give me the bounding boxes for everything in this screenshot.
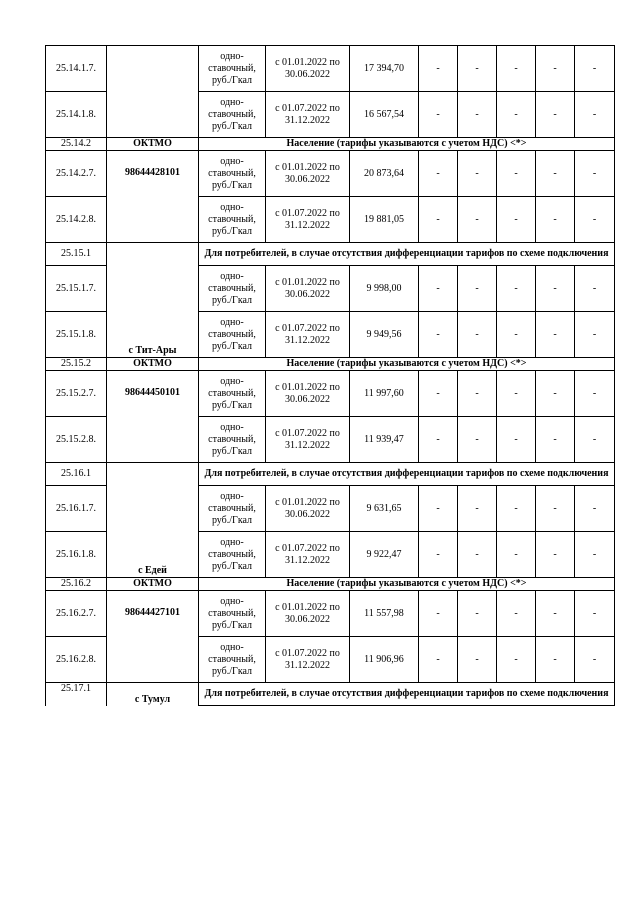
dash-cell: - (458, 371, 497, 417)
dash-cell: - (458, 486, 497, 532)
tariff-value: 11 997,60 (350, 371, 419, 417)
dash-cell: - (497, 151, 536, 197)
dash-cell: - (497, 637, 536, 683)
dash-cell: - (419, 151, 458, 197)
row-number: 25.16.2.7. (46, 591, 107, 637)
dash-cell: - (458, 46, 497, 92)
settlement-name: с Едей (107, 463, 199, 578)
dash-cell: - (536, 371, 575, 417)
row-number: 25.15.1 (46, 243, 107, 266)
dash-cell: - (497, 532, 536, 578)
row-number: 25.14.2.8. (46, 197, 107, 243)
dash-cell: - (497, 417, 536, 463)
dash-cell: - (497, 46, 536, 92)
dash-cell: - (497, 486, 536, 532)
dash-cell: - (536, 417, 575, 463)
rate-type: одно-ставочный, руб./Гкал (199, 486, 266, 532)
settlement-name: с Тит-Ары (107, 243, 199, 358)
row-number: 25.17.1 (46, 683, 107, 706)
row-number: 25.14.2 (46, 138, 107, 151)
dash-cell: - (458, 266, 497, 312)
period: с 01.07.2022 по 31.12.2022 (266, 417, 350, 463)
tariff-value: 11 557,98 (350, 591, 419, 637)
dash-cell: - (497, 371, 536, 417)
dash-cell: - (458, 92, 497, 138)
dash-cell: - (536, 266, 575, 312)
row-number: 25.15.2.7. (46, 371, 107, 417)
table-row (46, 358, 615, 371)
tariff-value: 9 922,47 (350, 532, 419, 578)
dash-cell: - (575, 417, 615, 463)
row-number: 25.16.1.8. (46, 532, 107, 578)
rate-type: одно-ставочный, руб./Гкал (199, 312, 266, 358)
dash-cell: - (419, 312, 458, 358)
period: с 01.07.2022 по 31.12.2022 (266, 312, 350, 358)
rate-type: одно-ставочный, руб./Гкал (199, 532, 266, 578)
dash-cell: - (419, 532, 458, 578)
table-row (46, 578, 615, 591)
dash-cell: - (536, 532, 575, 578)
dash-cell: - (419, 92, 458, 138)
consumers-header: Для потребителей, в случае отсутствия дифференциации тарифов по схеме подключения (199, 243, 615, 266)
population-header: Население (тарифы указываются с учетом НДС) <*> (199, 578, 615, 591)
table-row (46, 46, 615, 92)
rate-type: одно-ставочный, руб./Гкал (199, 591, 266, 637)
tariff-value: 9 631,65 (350, 486, 419, 532)
tariff-value: 17 394,70 (350, 46, 419, 92)
period: с 01.01.2022 по 30.06.2022 (266, 266, 350, 312)
dash-cell: - (458, 532, 497, 578)
dash-cell: - (497, 197, 536, 243)
period: с 01.07.2022 по 31.12.2022 (266, 532, 350, 578)
rate-type: одно-ставочный, руб./Гкал (199, 151, 266, 197)
dash-cell: - (419, 637, 458, 683)
period: с 01.01.2022 по 30.06.2022 (266, 371, 350, 417)
tariff-value: 19 881,05 (350, 197, 419, 243)
period: с 01.07.2022 по 31.12.2022 (266, 92, 350, 138)
dash-cell: - (575, 371, 615, 417)
dash-cell: - (497, 92, 536, 138)
row-number: 25.15.1.8. (46, 312, 107, 358)
table-row (46, 591, 615, 637)
dash-cell: - (458, 417, 497, 463)
row-number: 25.14.1.7. (46, 46, 107, 92)
rate-type: одно-ставочный, руб./Гкал (199, 417, 266, 463)
row-number: 25.16.1.7. (46, 486, 107, 532)
oktmo-label: ОКТМО (107, 358, 199, 371)
tariff-table (45, 45, 615, 706)
table-row (46, 371, 615, 417)
period: с 01.01.2022 по 30.06.2022 (266, 486, 350, 532)
dash-cell: - (536, 312, 575, 358)
tariff-value: 9 949,56 (350, 312, 419, 358)
dash-cell: - (458, 637, 497, 683)
dash-cell: - (419, 197, 458, 243)
consumers-header: Для потребителей, в случае отсутствия дифференциации тарифов по схеме подключения (199, 683, 615, 706)
period: с 01.01.2022 по 30.06.2022 (266, 151, 350, 197)
dash-cell: - (536, 151, 575, 197)
dash-cell: - (575, 197, 615, 243)
dash-cell: - (458, 197, 497, 243)
dash-cell: - (419, 591, 458, 637)
tariff-value: 20 873,64 (350, 151, 419, 197)
row-number: 25.14.1.8. (46, 92, 107, 138)
dash-cell: - (575, 532, 615, 578)
oktmo-label: ОКТМО (107, 578, 199, 591)
dash-cell: - (536, 486, 575, 532)
dash-cell: - (419, 417, 458, 463)
period: с 01.07.2022 по 31.12.2022 (266, 637, 350, 683)
table-row (46, 151, 615, 197)
dash-cell: - (575, 266, 615, 312)
row-number: 25.15.1.7. (46, 266, 107, 312)
dash-cell: - (536, 46, 575, 92)
row-number: 25.14.2.7. (46, 151, 107, 197)
dash-cell: - (497, 266, 536, 312)
dash-cell: - (575, 637, 615, 683)
dash-cell: - (575, 591, 615, 637)
tariff-value: 11 939,47 (350, 417, 419, 463)
row-number: 25.16.2.8. (46, 637, 107, 683)
rate-type: одно-ставочный, руб./Гкал (199, 92, 266, 138)
oktmo-code: 98644428101 (107, 151, 199, 243)
dash-cell: - (497, 312, 536, 358)
dash-cell: - (575, 312, 615, 358)
tariff-value: 9 998,00 (350, 266, 419, 312)
rate-type: одно-ставочный, руб./Гкал (199, 46, 266, 92)
population-header: Население (тарифы указываются с учетом НДС) <*> (199, 138, 615, 151)
dash-cell: - (575, 486, 615, 532)
tariff-value: 16 567,54 (350, 92, 419, 138)
dash-cell: - (419, 371, 458, 417)
period: с 01.07.2022 по 31.12.2022 (266, 197, 350, 243)
row-number: 25.16.2 (46, 578, 107, 591)
dash-cell: - (419, 46, 458, 92)
table-row (46, 243, 615, 266)
dash-cell: - (575, 151, 615, 197)
dash-cell: - (575, 46, 615, 92)
row-number: 25.15.2 (46, 358, 107, 371)
rate-type: одно-ставочный, руб./Гкал (199, 371, 266, 417)
dash-cell: - (536, 197, 575, 243)
dash-cell: - (536, 591, 575, 637)
row-number: 25.15.2.8. (46, 417, 107, 463)
row-number: 25.16.1 (46, 463, 107, 486)
dash-cell: - (536, 637, 575, 683)
oktmo-code: 98644427101 (107, 591, 199, 683)
table-row (46, 463, 615, 486)
oktmo-label: ОКТМО (107, 138, 199, 151)
period: с 01.01.2022 по 30.06.2022 (266, 591, 350, 637)
oktmo-code: 98644450101 (107, 371, 199, 463)
table-row (46, 138, 615, 151)
dash-cell: - (419, 266, 458, 312)
dash-cell: - (575, 92, 615, 138)
tariff-value: 11 906,96 (350, 637, 419, 683)
consumers-header: Для потребителей, в случае отсутствия дифференциации тарифов по схеме подключения (199, 463, 615, 486)
population-header: Население (тарифы указываются с учетом НДС) <*> (199, 358, 615, 371)
period: с 01.01.2022 по 30.06.2022 (266, 46, 350, 92)
dash-cell: - (419, 486, 458, 532)
dash-cell: - (458, 312, 497, 358)
dash-cell: - (497, 591, 536, 637)
dash-cell: - (536, 92, 575, 138)
settlement-name: с Тумул (107, 683, 199, 706)
dash-cell: - (458, 591, 497, 637)
rate-type: одно-ставочный, руб./Гкал (199, 637, 266, 683)
location-cell (107, 46, 199, 138)
rate-type: одно-ставочный, руб./Гкал (199, 197, 266, 243)
rate-type: одно-ставочный, руб./Гкал (199, 266, 266, 312)
dash-cell: - (458, 151, 497, 197)
table-row (46, 683, 615, 706)
